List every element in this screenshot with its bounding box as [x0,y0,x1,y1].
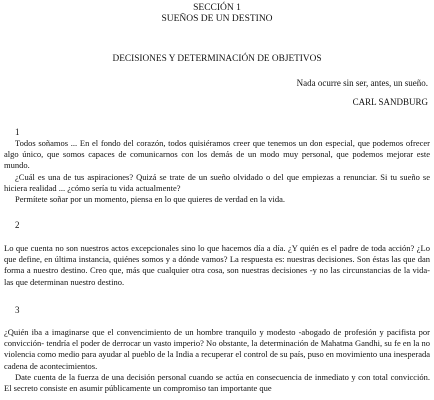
section-body [4,327,430,394]
paragraph: Date cuenta de la fuerza de una decisión personal cuando se actúa en consecuencia de inmediato y con total convicción. El secreto consiste en asumir públicamente un compromiso tan importante que [4,371,430,394]
section-number: 2 [15,220,20,230]
paragraph: ¿Cuál es una de tus aspiraciones? Quizá se trate de un sueño olvidado o del que empiezas a renunciar. Si tu sueño se hiciera realidad ... ¿cómo sería tu vida actualmente? [4,171,430,193]
section-body [4,138,430,205]
section-heading: SECCIÓN 1 [193,3,241,13]
section-subtitle: SUEÑOS DE UN DESTINO [161,14,273,24]
paragraph: Todos soñamos ... En el fondo del corazón, todos quisiéramos creer que tenemos un don especial, que podemos ofrecer algo único, que somos capaces de comunicarnos con los demás de un modo muy personal, que podemos mejorar este mundo. [4,138,430,171]
paragraph: ¿Quién iba a imaginarse que el convencimiento de un hombre tranquilo y modesto -abogado de profesión y pacifista por convicción- tendría el poder de derrocar un vasto imperio? No obstante, la determinación de Mahatma Gandhi, su fe en la no violencia como medio para ayudar al pueblo de la India a recuperar el control de su país, puso en movimiento una inesperada cadena de acontecimientos. [4,327,430,371]
paragraph: Lo que cuenta no son nuestros actos excepcionales sino lo que hacemos día a día. ¿Y quién es el padre de toda acción? ¿Lo que define, en última instancia, quiénes somos y a dónde vamos? La respuesta es: nuestras decisiones. Son éstas las que dan forma a nuestro destino. Creo que, más que cualquier otra cosa, son nuestras decisiones -y no las circunstancias de la vida- las que determinan nuestro destino. [4,243,430,287]
chapter-title: DECISIONES Y DETERMINACIÓN DE OBJETIVOS [112,54,322,64]
epigraph-quote: Nada ocurre sin ser, antes, un sueño. [296,78,428,88]
section-number: 3 [15,305,20,315]
section-body [4,243,430,288]
epigraph-author: CARL SANDBURG [352,97,428,107]
paragraph: Permítete soñar por un momento, piensa en lo que quieres de verdad en la vida. [15,194,286,205]
section-number: 1 [15,127,20,137]
